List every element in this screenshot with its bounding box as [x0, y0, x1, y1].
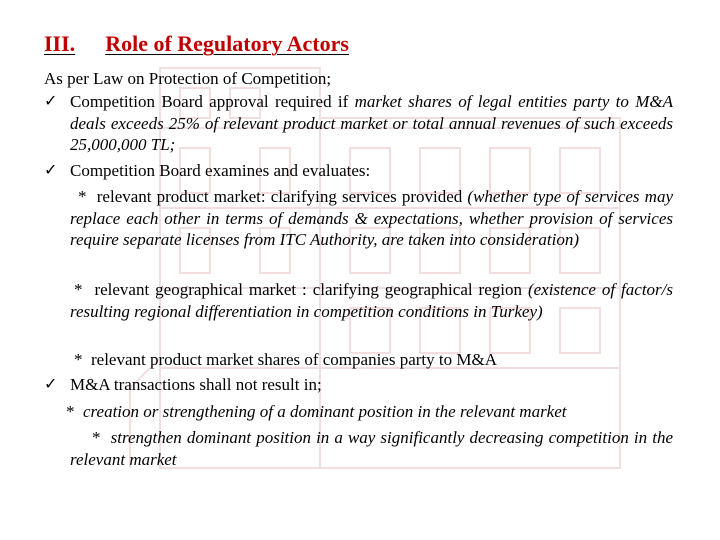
sub-item-geographical-market-detail: (existence of factor/s resulting regional differentiation in competition conditions in Turkey) — [70, 280, 674, 321]
bullet-approval — [70, 91, 673, 156]
check-mark-icon: ✓ — [44, 93, 58, 110]
check-mark-icon: ✓ — [44, 376, 58, 393]
sub-item-market-shares-text: relevant product market shares of companies party to M&A — [91, 350, 497, 369]
sub-item-geographical-market-text: relevant geographical market : clarifying geographical region — [94, 280, 528, 299]
result-item-star: * — [66, 402, 75, 421]
result-item-star: * — [92, 428, 101, 447]
sub-item-product-market-detail: (whether type of services may replace each other in terms of demands & expectations, whether provision of services require separate licenses from ITC Authority, are taken into consideration) — [70, 187, 673, 249]
bullet-approval-detail: market shares of legal entities party to M&A deals exceeds 25% of relevant product market or total annual revenues of such exceeds 25,000,000 TL; — [70, 92, 673, 154]
sub-item-product-market — [70, 186, 673, 251]
sub-item-star: * — [74, 350, 83, 369]
bullet-approval-lead: Competition Board approval required if — [70, 92, 355, 111]
sub-item-star: * — [74, 280, 83, 299]
sub-item-product-market-text: relevant product market: clarifying services provided — [96, 187, 468, 206]
result-item-strengthen-text: strengthen dominant position in a way significantly decreasing competition in the relevant market — [70, 428, 674, 469]
result-item-strengthen — [70, 427, 673, 470]
bullet-transactions: M&A transactions shall not result in; — [70, 375, 322, 394]
check-mark-icon: ✓ — [44, 162, 58, 179]
title-text: Role of Regulatory Actors — [105, 31, 349, 56]
bullet-examines: Competition Board examines and evaluates: — [70, 161, 371, 180]
intro-text: As per Law on Protection of Competition; — [44, 69, 332, 88]
slide-title — [44, 31, 349, 57]
title-number: III. — [44, 31, 76, 56]
sub-item-star: * — [78, 187, 87, 206]
sub-item-market-shares — [74, 349, 497, 370]
sub-item-geographical-market — [70, 279, 673, 322]
result-item-dominant-position — [66, 401, 567, 422]
result-item-dominant-position-text: creation or strengthening of a dominant position in the relevant market — [83, 402, 567, 421]
